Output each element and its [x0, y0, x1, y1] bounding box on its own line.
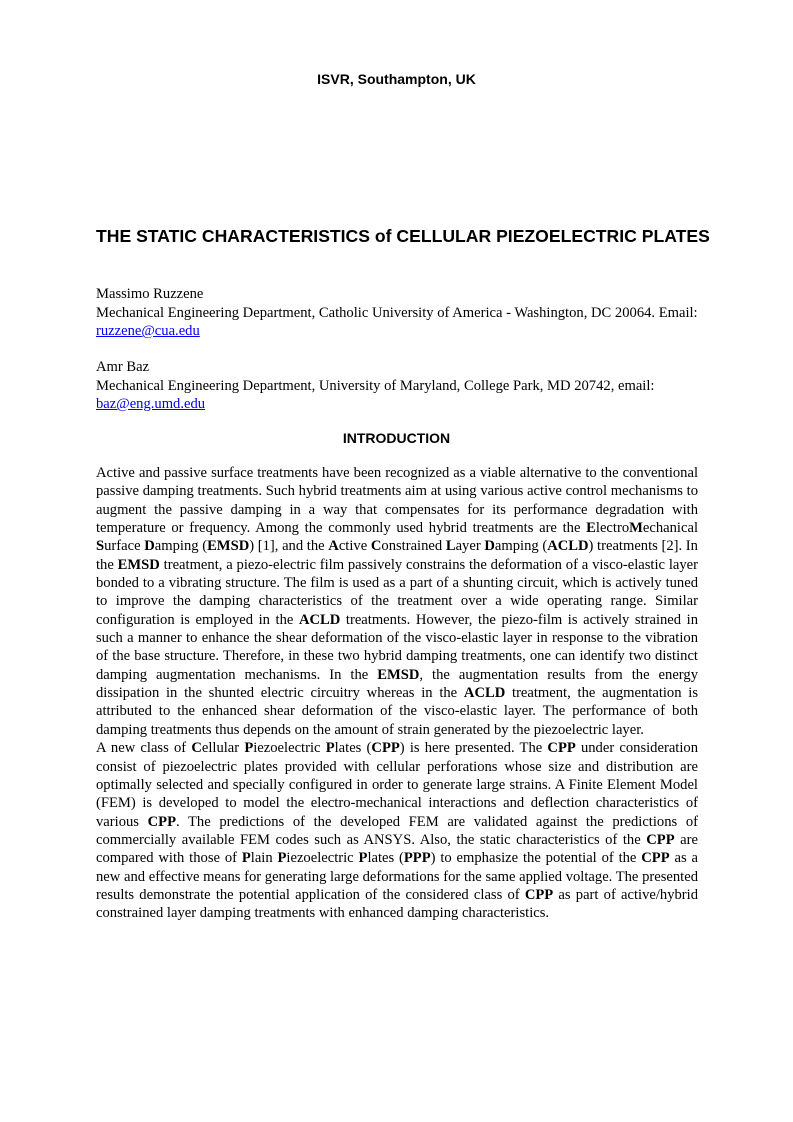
bold-text: C	[370, 538, 382, 555]
text-run: ayer	[455, 538, 485, 555]
text-run: ) treatments [2]. In the	[96, 538, 698, 573]
text-run: ) to emphasize the potential of the	[430, 850, 642, 867]
bold-text: P	[241, 850, 251, 867]
bold-text: CPP	[547, 740, 576, 757]
text-run: ellular	[201, 740, 245, 757]
bold-text: A	[328, 538, 339, 555]
bold-text: P	[277, 850, 287, 867]
bold-text: P	[325, 740, 335, 757]
text-run: are compared with those of	[96, 831, 698, 867]
introduction-body	[96, 464, 698, 923]
paragraph	[96, 464, 698, 739]
text-run: , the augmentation results from the energy dissipation in the shunted electric circuitry whereas in the	[96, 666, 698, 702]
text-run: as part of active/hybrid constrained layer damping treatments with enhanced damping characteristics.	[96, 886, 698, 922]
bold-text: P	[358, 850, 368, 867]
text-run: ) is here presented. The	[399, 740, 548, 757]
text-run: treatment, the augmentation is attributed to the enhanced shear deformation of the visco-elastic layer. The performance of both damping treatments thus depends on the amount of strain generated by the piezoelectric layer.	[96, 685, 699, 738]
author-block-2	[96, 358, 706, 414]
author-name: Amr Baz	[96, 359, 150, 375]
paragraph	[96, 739, 698, 922]
text-run: iezoelectric	[286, 850, 359, 867]
bold-text: E	[586, 520, 596, 537]
bold-text: EMSD	[377, 666, 420, 683]
author-email-link[interactable]: baz@eng.umd.edu	[96, 396, 206, 412]
bold-text: M	[629, 520, 643, 537]
bold-text: D	[144, 538, 155, 555]
bold-text: PPP	[403, 850, 431, 867]
bold-text: EMSD	[117, 556, 160, 573]
bold-text: CPP	[641, 850, 670, 867]
bold-text: EMSD	[207, 538, 250, 555]
text-run: treatment, a piezo-electric film passively constrains the deformation of a visco-elastic layer bonded to a vibrating structure. The film is used as a part of a shunting circuit, which is actively tuned to improve the damping characteristics of the treatment over a wide operating range. Similar configuration is employed in the	[96, 556, 698, 628]
bold-text: L	[445, 538, 456, 555]
bold-text: CPP	[524, 886, 554, 903]
venue-header: ISVR, Southampton, UK	[317, 71, 476, 87]
author-email-link[interactable]: ruzzene@cua.edu	[96, 323, 200, 339]
text-run: amping (	[154, 538, 208, 555]
text-run: under consideration consist of piezoelectric plates provided with cellular perforations whose size and distribution are optimally selected and specially configured in order to generate large strains. A Finite Element Model (FEM) is developed to model the electro-mechanical interactions and deflection characteristics of various	[96, 740, 698, 830]
bold-text: CPP	[371, 740, 400, 757]
text-run: onstrained	[381, 538, 446, 555]
text-run: lates (	[367, 850, 404, 867]
bold-text: ACLD	[298, 611, 341, 628]
text-run: ctive	[338, 538, 371, 555]
bold-text: P	[244, 740, 254, 757]
text-run: lectro	[595, 520, 630, 537]
text-run: urface	[104, 538, 145, 555]
text-run: amping (	[494, 538, 548, 555]
text-run: as a new and effective means for generating large deformations for the same applied voltage. The presented results demonstrate the potential application of the considered class of	[96, 850, 698, 903]
bold-text: CPP	[646, 831, 675, 848]
bold-text: D	[484, 538, 495, 555]
text-run: lates (	[334, 740, 372, 757]
affiliation-text: Mechanical Engineering Department, Catholic University of America - Washington, DC 20064. Email:	[96, 304, 698, 321]
bold-text: ACLD	[463, 685, 506, 702]
paper-title: THE STATIC CHARACTERISTICS of CELLULAR PIEZOELECTRIC PLATES	[96, 226, 710, 246]
bold-text: S	[96, 538, 105, 555]
section-heading: INTRODUCTION	[342, 430, 451, 446]
text-run: echanical	[642, 520, 698, 537]
text-run: . The predictions of the developed FEM are validated against the predictions of commercially available FEM codes such as ANSYS. Also, the static characteristics of the	[96, 813, 698, 848]
affiliation-text: Mechanical Engineering Department, University of Maryland, College Park, MD 20742, email:	[96, 377, 655, 394]
text-run: iezoelectric	[253, 740, 326, 757]
bold-text: ACLD	[547, 538, 589, 555]
text-run: Active and passive surface treatments have been recognized as a viable alternative to the conventional passive damping treatments. Such hybrid treatments aim at using various active control mechanisms to augment the passive damping in a way that compensates for its performance degradation with temperature or frequency. Among the commonly used hybrid treatments are the	[96, 465, 698, 537]
text-run: A new class of	[96, 740, 192, 757]
bold-text: CPP	[147, 813, 176, 830]
text-run: lain	[250, 850, 278, 867]
author-affiliation	[96, 304, 706, 341]
text-run: treatments. However, the piezo-film is actively strained in such a manner to enhance the shear deformation of the visco-elastic layer in response to the vibration of the base structure. Therefore, in these two hybrid damping treatments, one can identify two distinct damping augmentation mechanisms. In the	[96, 611, 698, 683]
author-block-1	[96, 285, 706, 341]
author-affiliation	[96, 377, 706, 414]
text-run: ) [1], and the	[249, 538, 329, 555]
bold-text: C	[191, 740, 202, 757]
author-name: Massimo Ruzzene	[96, 286, 204, 302]
